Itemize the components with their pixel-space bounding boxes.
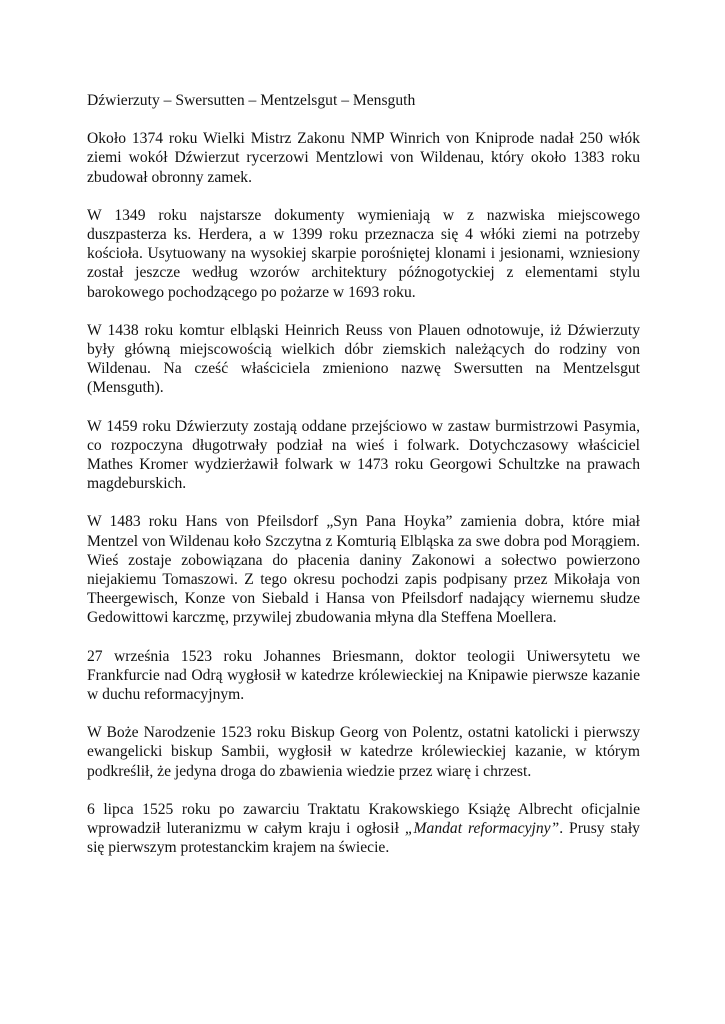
document-body — [87, 91, 640, 858]
paragraph-5: W 1483 roku Hans von Pfeilsdorf „Syn Pana Hoyka” zamienia dobra, które miał Mentzel von Wildenau koło Szczytna z Komturią Elbląska za swe dobra pod Morągiem. Wieś zostaje zobowiązana do płacenia daniny Zakonowi a sołectwo powierzono niejakiemu Tomaszowi. Z tego okresu pochodzi zapis podpisany przez Mikołaja von Theergewisch, Konze von Siebald i Hansa von Pfeilsdorf nadający wiernemu słudze Gedowittowi karczmę, przywilej zbudowania młyna dla Steffena Moellera. — [87, 513, 640, 627]
paragraph-8 — [87, 800, 640, 858]
paragraph-3: W 1438 roku komtur elbląski Heinrich Reuss von Plauen odnotowuje, iż Dźwierzuty były główną miejscowością wielkich dóbr ziemskich należących do rodziny von Wildenau. Na cześć właściciela zmieniono nazwę Swersutten na Mentzelsgut (Mensguth). — [87, 321, 640, 397]
paragraph-8-text-start: 6 lipca 1525 roku po zawarciu Traktatu Krakowskiego Książę Albrecht oficjalnie wprowadził luteranizmu w całym kraju i ogłosił — [87, 800, 640, 838]
paragraph-8-text-end: . Prusy stały się pierwszym protestanckim krajem na świecie. — [87, 820, 640, 857]
paragraph-7: W Boże Narodzenie 1523 roku Biskup Georg von Polentz, ostatni katolicki i pierwszy ewangelicki biskup Sambii, wygłosił w katedrze królewieckiej kazanie, w którym podkreślił, że jedyna droga do zbawienia wiedzie przez wiarę i chrzest. — [87, 724, 640, 780]
paragraph-2: W 1349 roku najstarsze dokumenty wymieniają w z nazwiska miejscowego duszpasterza ks. Herdera, a w 1399 roku przeznacza się 4 włóki ziemi na potrzeby kościoła. Usytuowany na wysokiej skarpie porośniętej klonami i jesionami, wzniesiony został jeszcze według wzorów architektury późnogotyckiej z elementami stylu barokowego pochodzącego po pożarze w 1693 roku. — [87, 206, 640, 301]
mandat-emphasis: „Mandat reformacyjny” — [404, 820, 560, 838]
paragraph-4: W 1459 roku Dźwierzuty zostają oddane przejściowo w zastaw burmistrzowi Pasymia, co rozpoczyna długotrwały podział na wieś i folwark. Dotychczasowy właściciel Mathes Kromer wydzierżawił folwark w 1473 roku Georgowi Schultzke na prawach magdeburskich. — [87, 417, 640, 493]
document-title: Dźwierzuty – Swersutten – Mentzelsgut – Mensguth — [87, 92, 416, 109]
paragraph-6: 27 września 1523 roku Johannes Briesmann, doktor teologii Uniwersytetu we Frankfurcie nad Odrą wygłosił w katedrze królewieckiej na Knipawie pierwsze kazanie w duchu reformacyjnym. — [87, 647, 640, 704]
paragraph-1: Około 1374 roku Wielki Mistrz Zakonu NMP Winrich von Kniprode nadał 250 włók ziemi wokół Dźwierzut rycerzowi Mentzlowi von Wildenau, który około 1383 roku zbudował obronny zamek. — [87, 130, 640, 186]
